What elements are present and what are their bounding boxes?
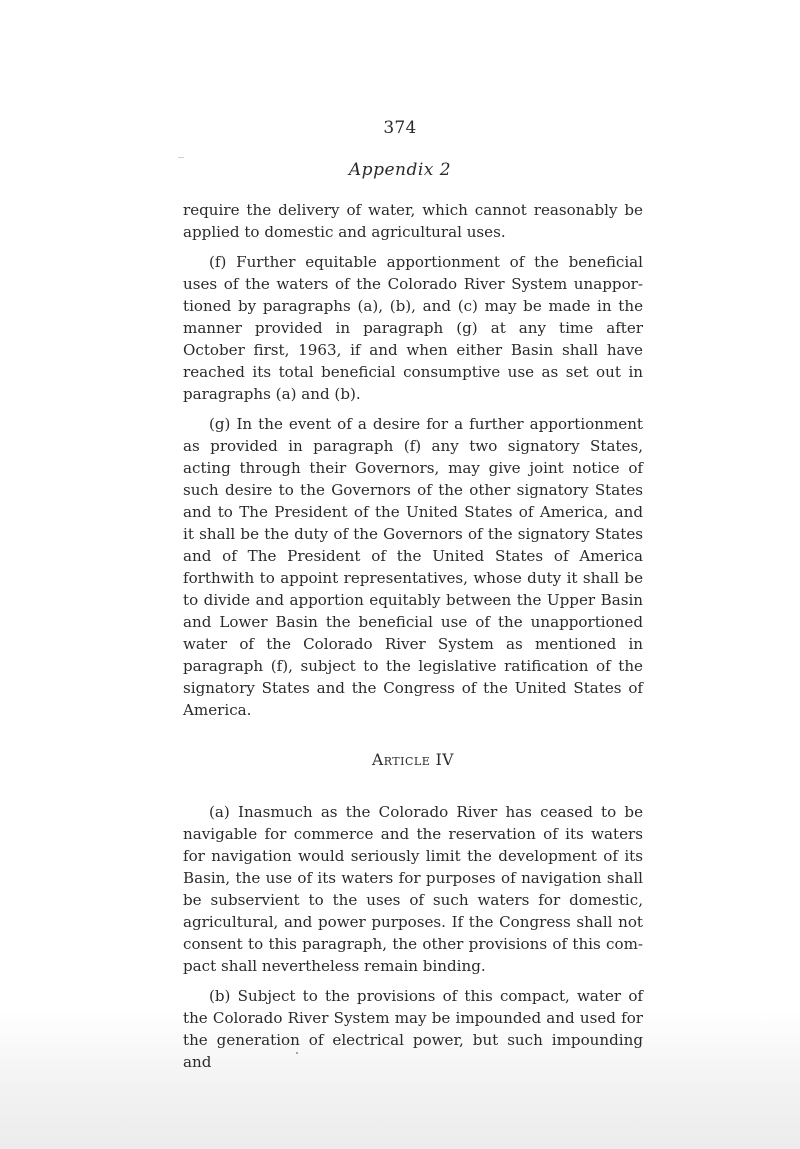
margin-mark <box>178 157 184 158</box>
article-paragraph-a: (a) Inasmuch as the Colorado River has ceased to be navigable for commerce and the reservation of its waters for navigation would seriously limit the development of its Basin, the use of its waters for purposes of navigation shall be subservient to the uses of such waters for domestic, agricultural, and power purposes. If the Congress shall not consent to this paragraph, the other provisions of this compact shall nevertheless remain binding. <box>183 803 643 975</box>
article-heading: Article IV <box>372 751 454 769</box>
article-paragraph-b: (b) Subject to the provisions of this compact, water of the Colorado River System may be impounded and used for the generation of electrical power, but such impounding and <box>183 987 643 1071</box>
paragraph-f: (f) Further equitable apportionment of the beneficial uses of the waters of the Colorado River System unapportioned by paragraphs (a), (b), and (c) may be made in the manner provided in paragraph (g) at any time after October first, 1963, if and when either Basin shall have reached its total beneficial consumptive use as set out in paragraphs (a) and (b). <box>183 253 643 403</box>
body-text <box>183 199 643 1081</box>
paragraph-g: (g) In the event of a desire for a further apportionment as provided in paragraph (f) any two signatory States, acting through their Governors, may give joint notice of such desire to the Governors of the other signatory States and to The President of the United States of America, and it shall be the duty of the Governors of the signatory States and of The President of the United States of America forthwith to appoint representatives, whose duty it shall be to divide and apportion equitably between the Upper Basin and Lower Basin the beneficial use of the unapportioned water of the Colorado River System as mentioned in paragraph (f), subject to the legislative ratification of the signatory States and the Congress of the United States of America. <box>183 415 643 719</box>
paragraph-continuation: require the delivery of water, which cannot reasonably be applied to domestic and agricultural uses. <box>183 201 643 241</box>
stray-dot <box>296 1052 298 1054</box>
page-number: 374 <box>383 118 417 138</box>
running-title: Appendix 2 <box>348 160 452 180</box>
